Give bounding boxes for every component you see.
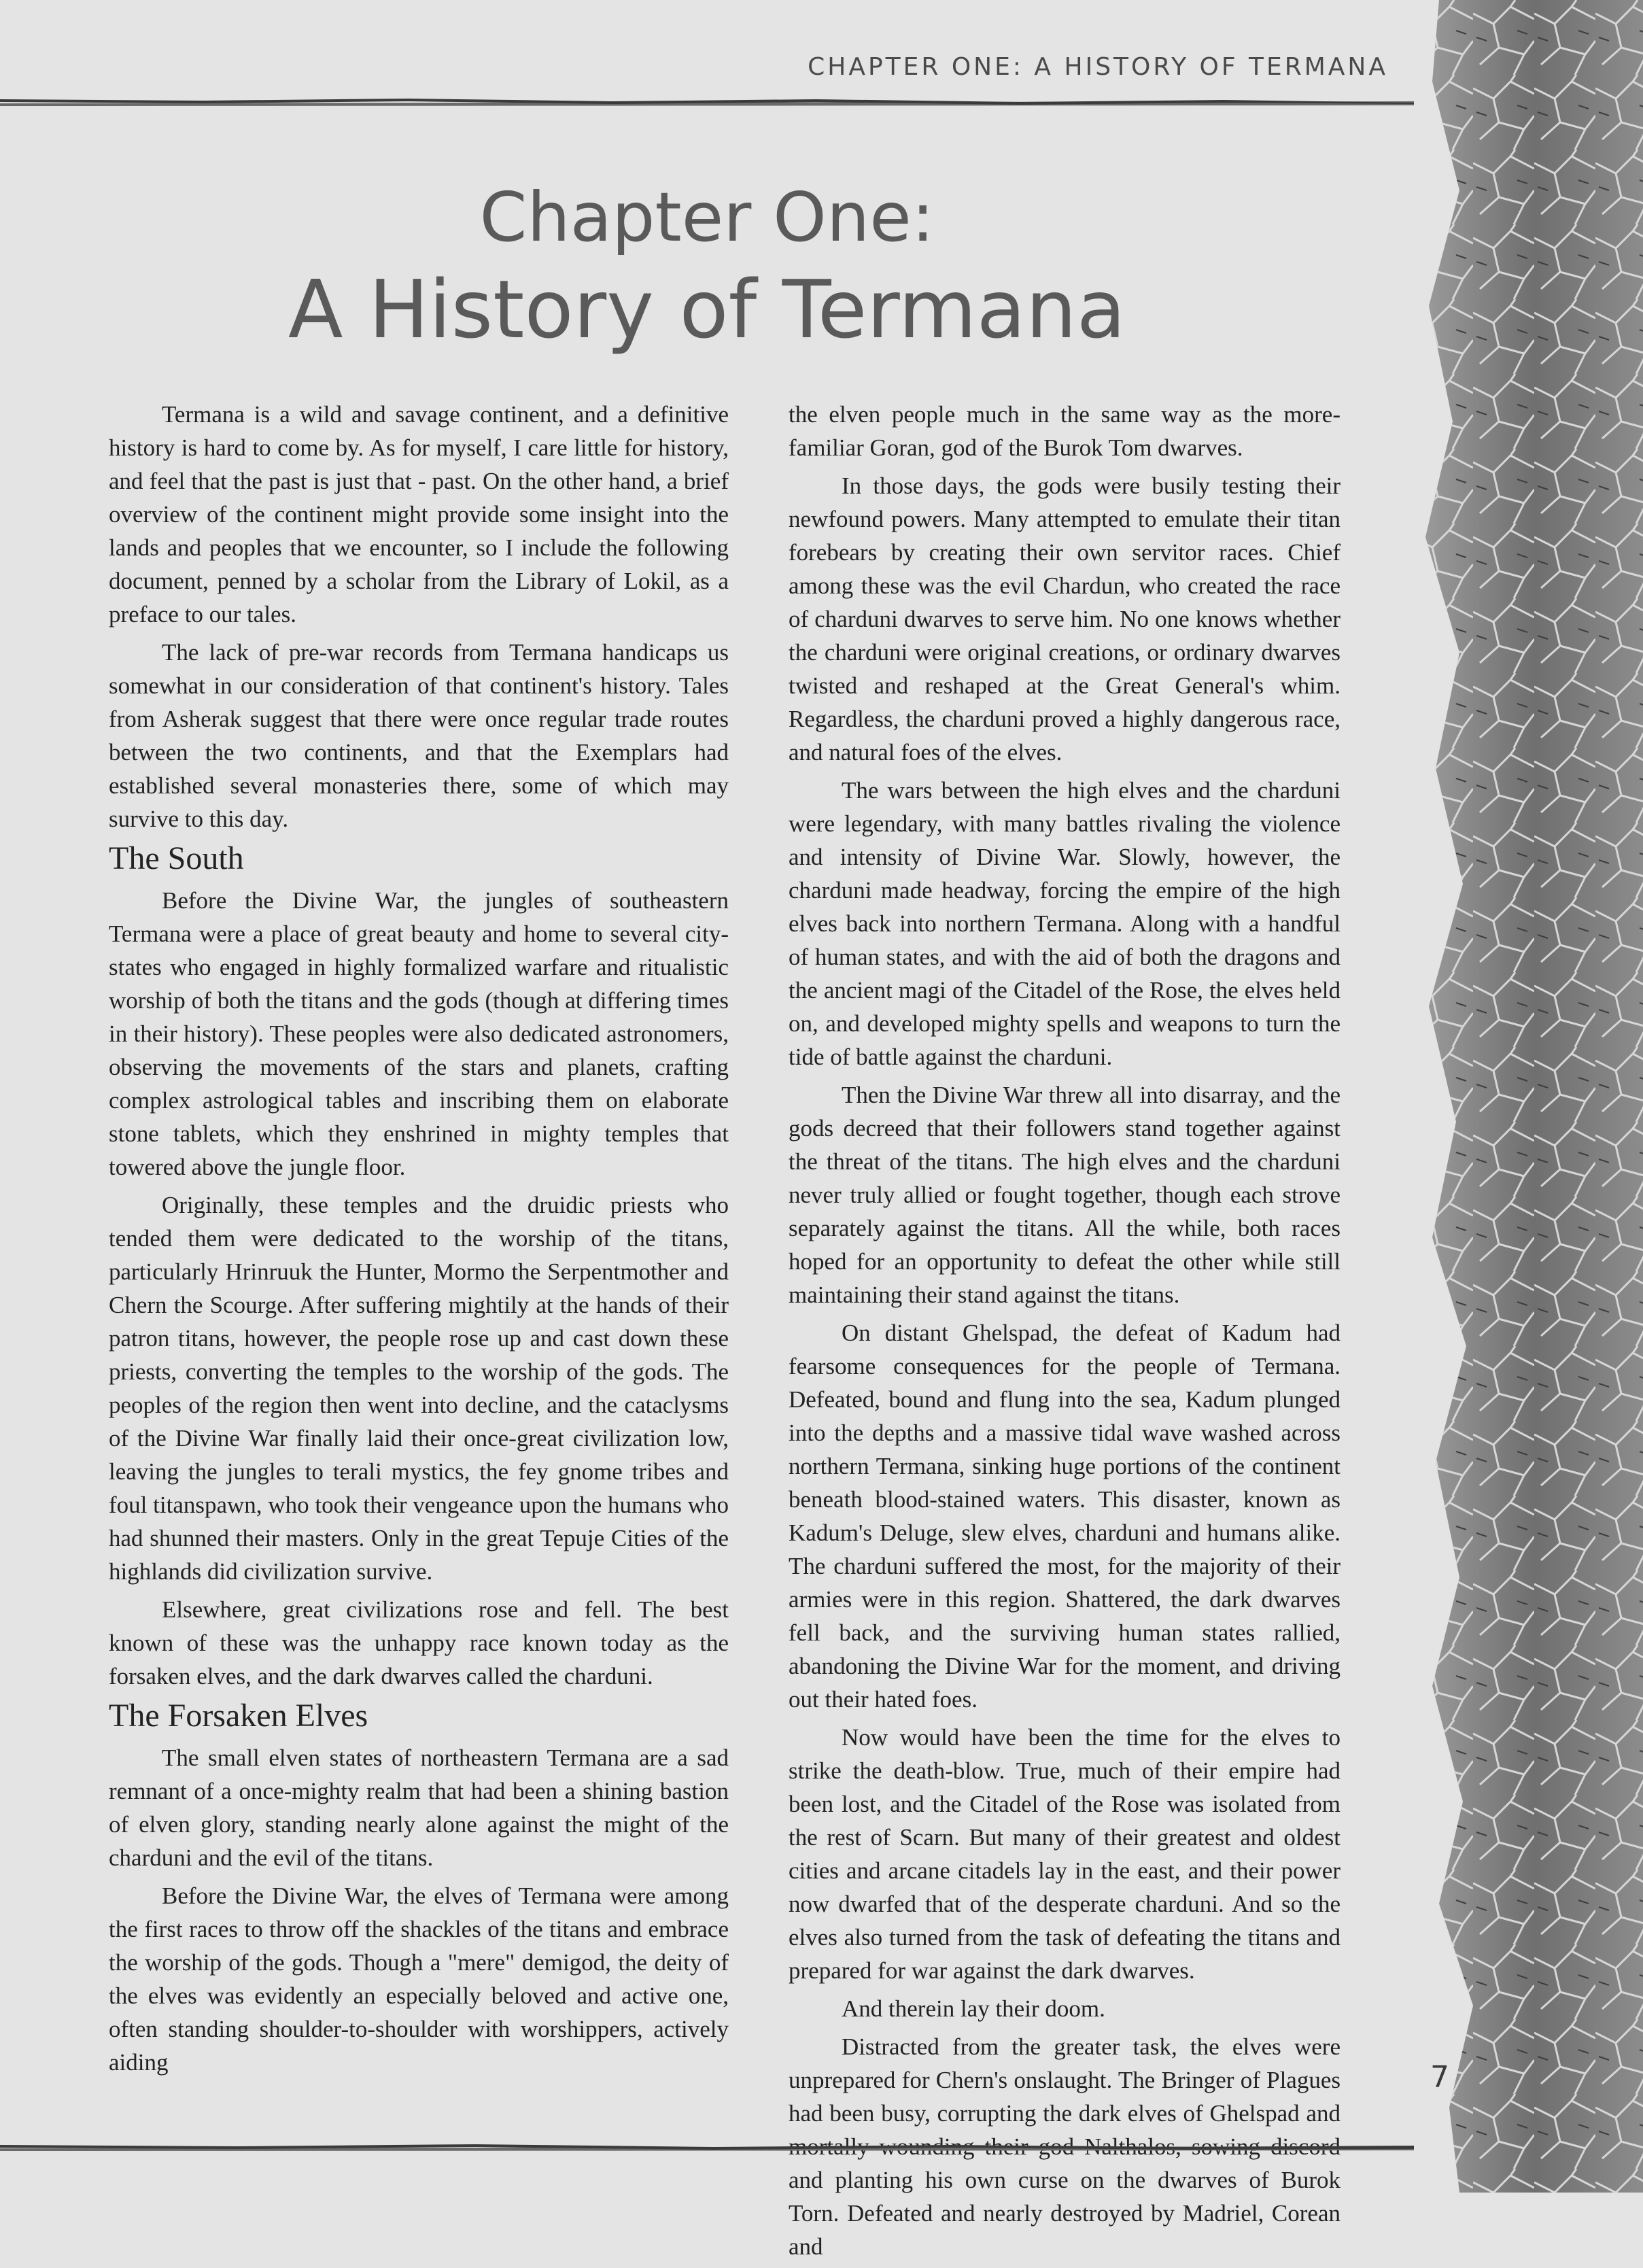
paragraph: The wars between the high elves and the charduni were legendary, with many battles rivaling the violence and intensity of Divine War. Slowly, however, the charduni made headway, forcing the empire of the high elves back into northern Termana. Along with a handful of human states, and with the aid of both the dragons and the ancient magi of the Citadel of the Rose, the elves held on, and developed mighty spells and weapons to turn the tide of battle against the charduni. [789, 777, 1341, 1070]
page-number: 7 [1430, 2060, 1449, 2095]
paragraph: Termana is a wild and savage continent, and a definitive history is hard to come by. As for myself, I care little for history, and feel that the past is just that - past. On the other hand, a brief overview of the continent might provide some insight into the lands and peoples that we encounter, so I include the following document, penned by a scholar from the Library of Lokil, as a preface to our tales. [109, 401, 729, 628]
chapter-title [0, 177, 1414, 360]
footer-rule [0, 2140, 1414, 2157]
paragraph: Now would have been the time for the elves to strike the death-blow. True, much of their empire had been lost, and the Citadel of the Rose was isolated from the rest of Scarn. But many of their greatest and oldest cities and arcane citadels lay in the east, and their power now dwarfed that of the desperate charduni. And so the elves also turned from the task of defeating the titans and prepared for war against the dark dwarves. [789, 1724, 1341, 1984]
running-header: CHAPTER ONE: A HISTORY OF TERMANA [808, 53, 1388, 81]
header-rule [0, 95, 1414, 111]
paragraph: Originally, these temples and the druidic priests who tended them were dedicated to the worship of the titans, particularly Hrinruuk the Hunter, Mormo the Serpentmother and Chern the Scourge. After suffering mightily at the hands of their patron titans, however, the people rose up and cast down these priests, converting the temples to the worship of the gods. The peoples of the region then went into decline, and the cataclysms of the Divine War finally laid their once-great civilization low, leaving the jungles to terali mystics, the fey gnome tribes and foul titanspawn, who took their vengeance upon the humans who had shunned their masters. Only in the great Tepuje Cities of the highlands did civilization survive. [109, 1192, 729, 1585]
paragraph: Before the Divine War, the elves of Termana were among the first races to throw off the shackles of the titans and embrace the worship of the gods. Though a "mere" demigod, the deity of the elves was evidently an especially beloved and active one, often standing shoulder-to-shoulder with worshippers, actively aiding [109, 1883, 729, 2076]
paragraph: And therein lay their doom. [842, 1995, 1105, 2022]
cracked-stone-border [1412, 0, 1643, 2193]
paragraph: Distracted from the greater task, the elves were unprepared for Chern's onslaught. The Bringer of Plagues had been busy, corrupting the dark elves of Ghelspad and and planting his own curse on the dwarves of Burok Torn. Defeated and nearly destroyed by Madriel, Corean and [789, 2033, 1341, 2260]
paragraph: Elsewhere, great civilizations rose and fell. The best known of these was the unhappy race known today as the forsaken elves, and the dark dwarves called the charduni. [109, 1596, 729, 1689]
section-heading-forsaken-elves: The Forsaken Elves [109, 1698, 368, 1734]
right-column [789, 398, 1341, 2268]
paragraph: The small elven states of northeastern Termana are a sad remnant of a once-mighty realm that had been a shining bastion of elven glory, standing nearly alone against the might of the charduni and the evil of the titans. [109, 1745, 729, 1871]
paragraph: On distant Ghelspad, the defeat of Kadum had fearsome consequences for the people of Termana. Defeated, bound and flung into the sea, Kadum plunged into the depths and a massive tidal wave washed across northern Termana, sinking huge portions of the continent beneath blood-stained waters. This disaster, known as Kadum's Deluge, slew elves, charduni and humans alike. The charduni suffered the most, for the majority of their armies were in this region. Shattered, the dark dwarves fell back, and the surviving human states rallied, abandoning the Divine War for the moment, and driving out their hated foes. [789, 1320, 1341, 1713]
section-heading-south: The South [109, 840, 244, 876]
paragraph: Before the Divine War, the jungles of southeastern Termana were a place of great beauty and home to several city-states who engaged in highly formalized warfare and ritualistic worship of both the titans and the gods (though at differing times in their history). These peoples were also dedicated astronomers, observing the movements of the stars and planets, crafting complex astrological tables and inscribing them on elaborate stone tablets, which they enshrined in mighty temples that towered above the jungle floor. [109, 887, 729, 1180]
left-column [109, 398, 729, 2084]
paragraph: The lack of pre-war records from Termana handicaps us somewhat in our consideration of that continent's history. Tales from Asherak suggest that there were once regular trade routes between the two continents, and that the Exemplars had established several monasteries there, some of which may survive to this day. [109, 639, 729, 832]
chapter-title-line1: Chapter One: [479, 177, 935, 257]
chapter-title-line2: A History of Termana [288, 262, 1126, 356]
paragraph: Then the Divine War threw all into disarray, and the gods decreed that their followers stand together against the threat of the titans. The high elves and the charduni never truly allied or fought together, though each strove separately against the titans. All the while, both races hoped for an opportunity to defeat the other while still maintaining their stand against the titans. [789, 1082, 1341, 1308]
paragraph: the elven people much in the same way as the more-familiar Goran, god of the Burok Tom dwarves. [789, 401, 1341, 461]
paragraph: In those days, the gods were busily testing their newfound powers. Many attempted to emulate their titan forebears by creating their own servitor races. Chief among these was the evil Chardun, who created the race of charduni dwarves to serve him. No one knows whether the charduni were original creations, or ordinary dwarves twisted and reshaped at the Great General's whim. Regardless, the charduni proved a highly dangerous race, and natural foes of the elves. [789, 472, 1341, 766]
